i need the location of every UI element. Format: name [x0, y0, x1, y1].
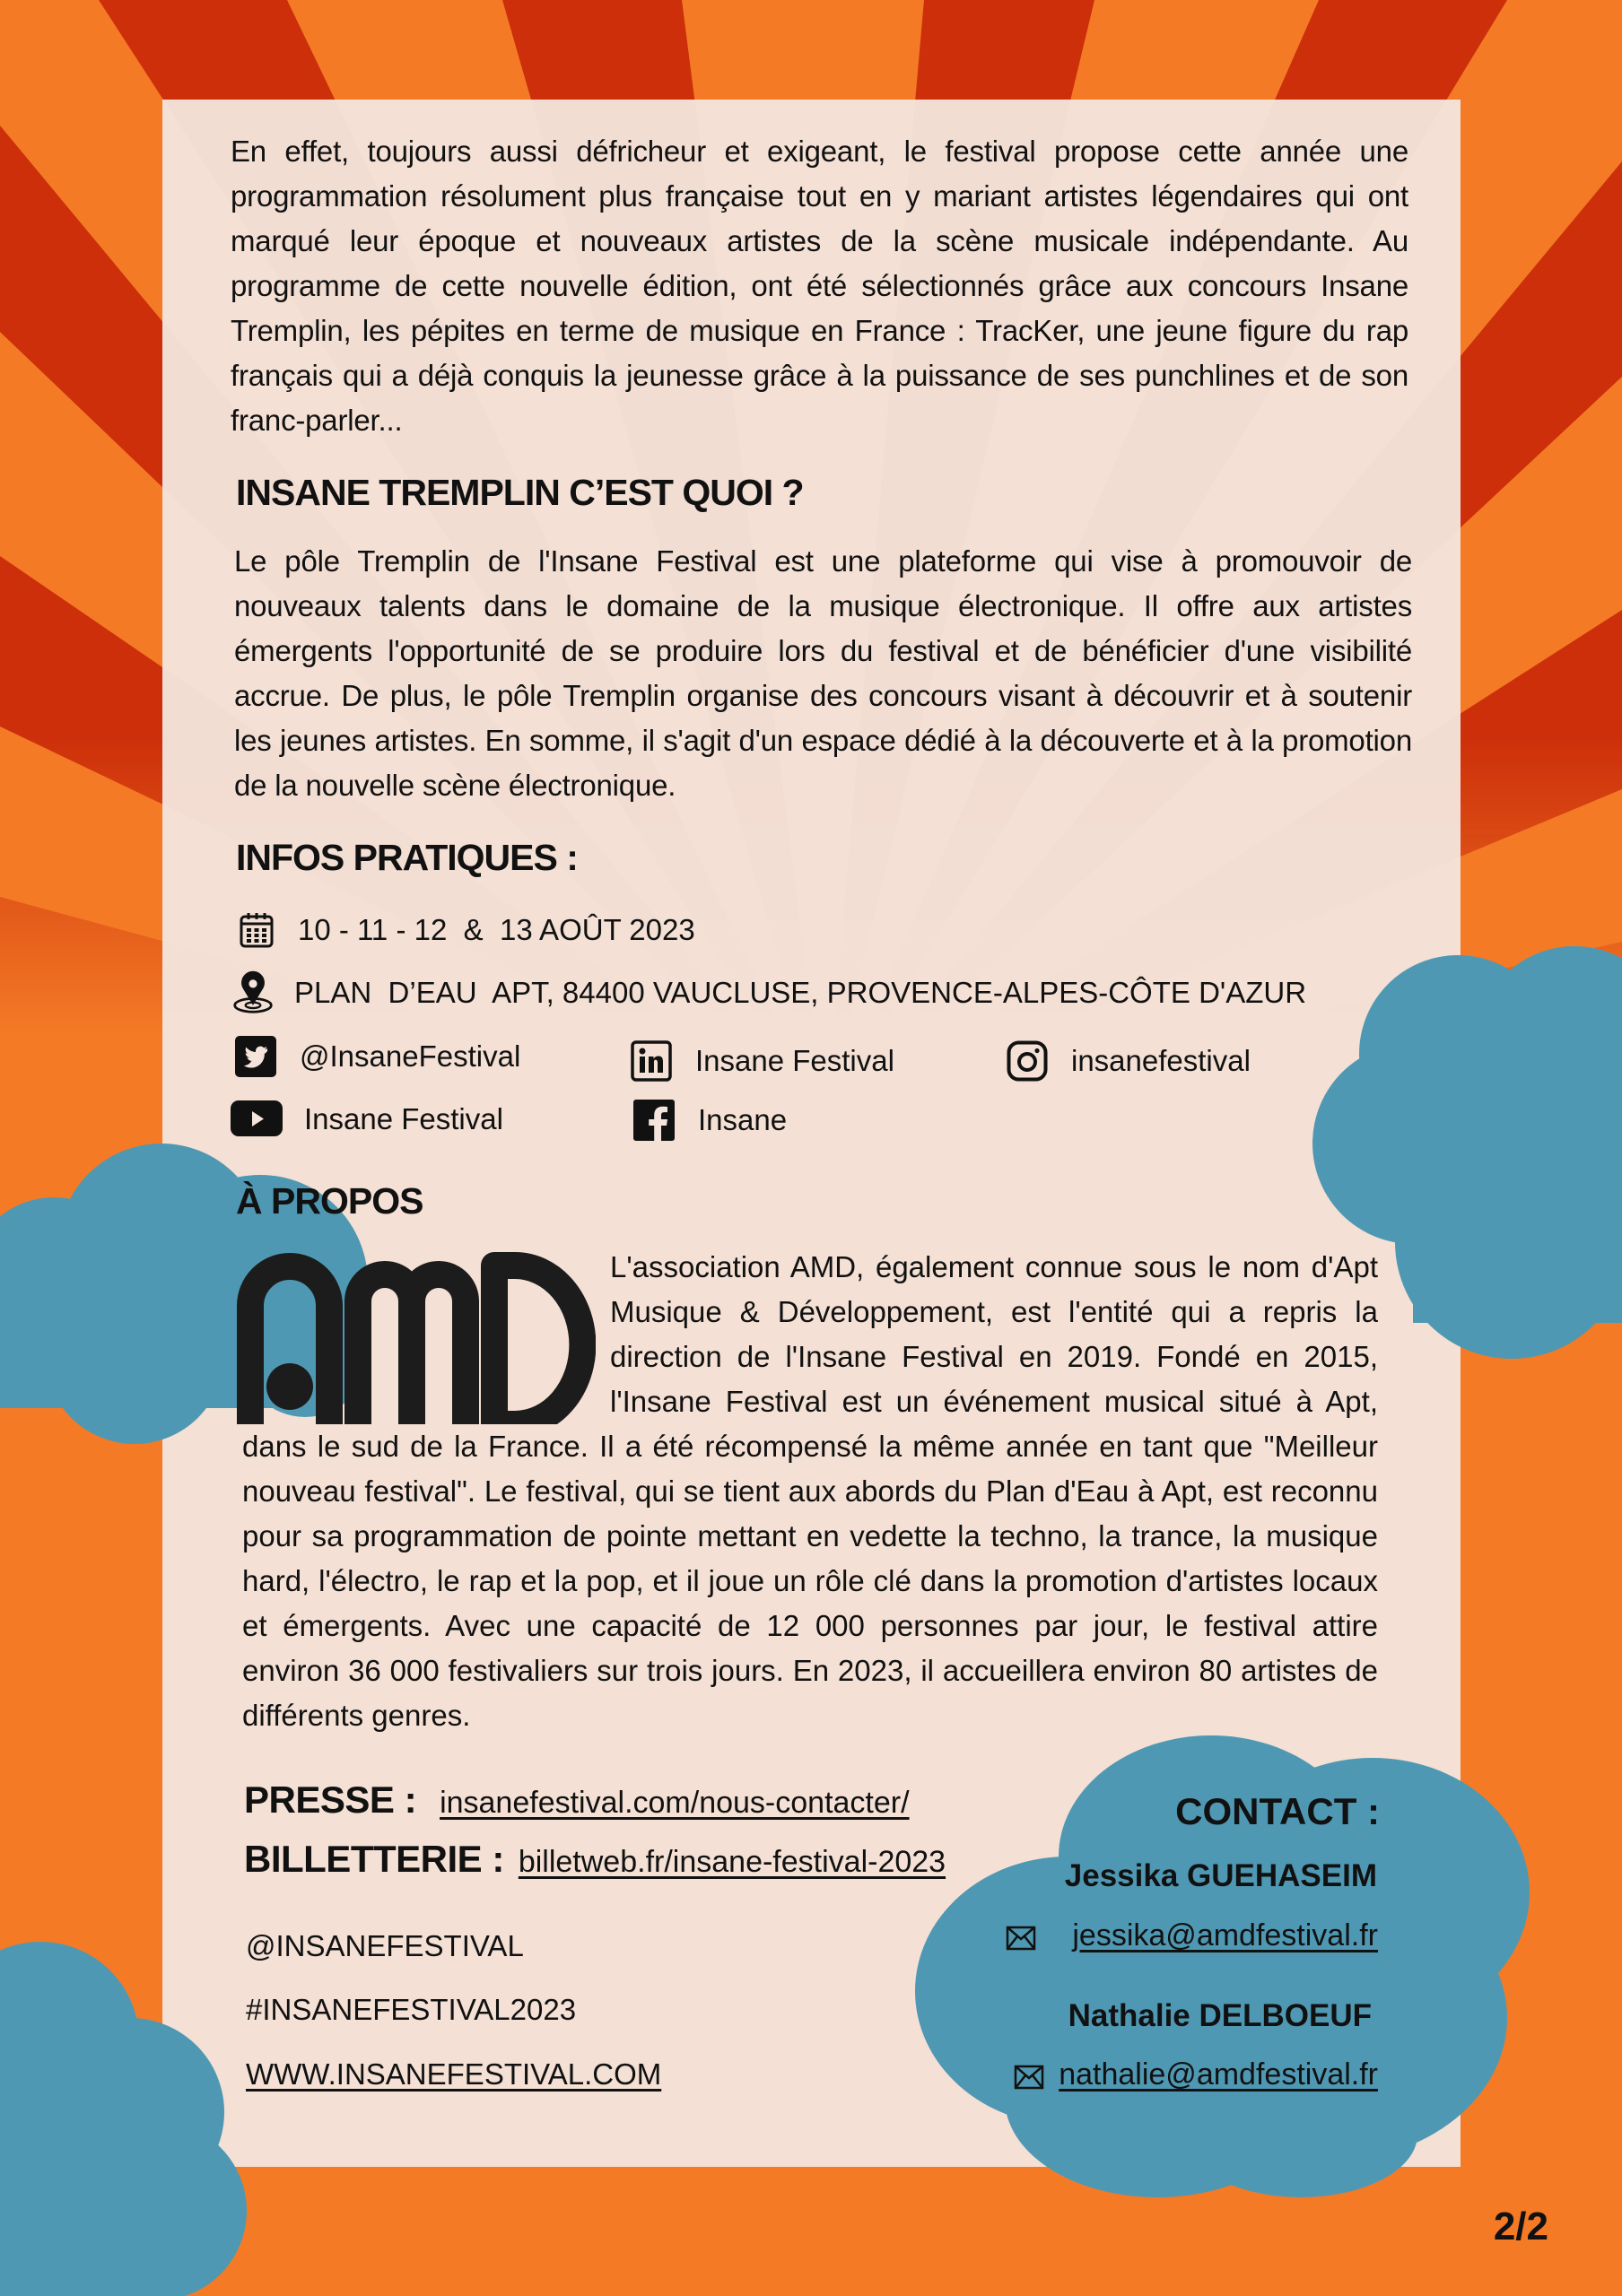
twitter-label: @InsaneFestival	[300, 1039, 521, 1073]
press-label: PRESSE :	[244, 1779, 417, 1821]
press-row	[244, 1779, 910, 1822]
linkedin-label: Insane Festival	[695, 1044, 894, 1077]
instagram-icon	[1007, 1040, 1048, 1082]
facebook-label: Insane	[698, 1103, 788, 1136]
festival-dates: 10 - 11 - 12 & 13 AOÛT 2023	[298, 913, 695, 946]
handle-tagline: @INSANEFESTIVAL	[246, 1929, 524, 1962]
about-text: L'association AMD, également connue sous le nom d'Apt Musique & Développement, est l'entité qui a repris la direction de l'Insane Festival en 2019. Fondé en 2015, l'Insane Festival est un événement musical situé à Apt, dans le sud de la France. Il a été récompensé la même année en tant que "Meilleur nouveau festival". Le festival, qui se tient aux abords du Plan d'Eau à Apt, est reconnu pour sa programmation de pointe mettant en vedette la techno, la trance, la musique hard, l'électro, le rap et la pop, et il joue un rôle clé dans la promotion d'artistes locaux et émergents. Avec une capacité de 12 000 personnes par jour, le festival attire environ 36 000 festivaliers sur trois jours. En 2023, il accueillera environ 80 artistes de différents genres.	[242, 1250, 1378, 1732]
logo-spacer	[242, 1245, 610, 1421]
youtube-label: Insane Festival	[304, 1102, 503, 1135]
social-youtube[interactable]	[231, 1099, 503, 1140]
contact-email-nathalie-row	[1014, 2057, 1378, 2092]
twitter-icon	[235, 1036, 276, 1077]
ticketing-label: BILLETTERIE :	[244, 1838, 504, 1880]
linkedin-icon	[631, 1040, 672, 1082]
contact-email-jessika[interactable]: jessika@amdfestival.fr	[1072, 1918, 1378, 1952]
contact-name-jessika: Jessika GUEHASEIM	[1064, 1858, 1377, 1893]
intro-paragraph: En effet, toujours aussi défricheur et exigeant, le festival propose cette année une programmation résolument plus française tout en y mariant artistes légendaires qui ont marqué leur époque et nouveaux artistes de la scène musicale indépendante. Au programme de cette nouvelle édition, ont été sélectionnés grâce aux concours Insane Tremplin, les pépites en terme de musique en France : TracKer, une jeune figure du rap français qui a déjà conquis la jeunesse grâce à la puissance de ses punchlines et de son franc-parler...	[231, 135, 1408, 437]
instagram-label: insanefestival	[1071, 1044, 1251, 1077]
infos-heading: INFOS PRATIQUES :	[236, 837, 578, 878]
social-linkedin[interactable]	[631, 1040, 894, 1082]
location-pin-icon	[231, 971, 275, 1014]
contact-name-nathalie: Nathalie DELBOEUF	[1068, 1998, 1372, 2033]
youtube-icon	[231, 1099, 283, 1140]
press-link[interactable]: insanefestival.com/nous-contacter/	[440, 1786, 910, 1820]
contact-email-jessika-row	[1006, 1918, 1378, 1953]
contact-title: CONTACT :	[1175, 1790, 1380, 1832]
envelope-icon	[1014, 2063, 1044, 2088]
page-number: 2/2	[1493, 2205, 1548, 2248]
about-heading: À PROPOS	[236, 1180, 423, 1222]
social-instagram[interactable]	[1007, 1040, 1251, 1082]
ticketing-link[interactable]: billetweb.fr/insane-festival-2023	[518, 1845, 946, 1879]
tremplin-paragraph: Le pôle Tremplin de l'Insane Festival est une plateforme qui vise à promouvoir de nouveaux talents dans le domaine de la musique électronique. Il offre aux artistes émergents l'opportunité de se produire lors du festival et de bénéficier d'une visibilité accrue. De plus, le pôle Tremplin organise des concours visant à découvrir et à soutenir les jeunes artistes. En somme, il s'agit d'un espace dédié à la découverte et à la promotion de la nouvelle scène électronique.	[234, 544, 1412, 802]
website-link[interactable]: WWW.INSANEFESTIVAL.COM	[246, 2057, 662, 2091]
social-twitter[interactable]	[235, 1036, 520, 1077]
hashtag-tagline: #INSANEFESTIVAL2023	[246, 1993, 577, 2026]
calendar-icon	[235, 909, 278, 952]
about-paragraph	[242, 1245, 1378, 1738]
location-row	[231, 971, 1306, 1014]
tremplin-heading: INSANE TREMPLIN C’EST QUOI ?	[236, 472, 804, 513]
facebook-icon	[633, 1100, 675, 1141]
envelope-icon	[1006, 1924, 1036, 1949]
contact-email-nathalie[interactable]: nathalie@amdfestival.fr	[1059, 2057, 1378, 2092]
festival-location: PLAN D’EAU APT, 84400 VAUCLUSE, PROVENCE-ALPES-CÔTE D'AZUR	[294, 976, 1307, 1009]
dates-row	[235, 909, 695, 952]
social-facebook[interactable]	[633, 1100, 787, 1141]
ticketing-row	[244, 1838, 946, 1881]
